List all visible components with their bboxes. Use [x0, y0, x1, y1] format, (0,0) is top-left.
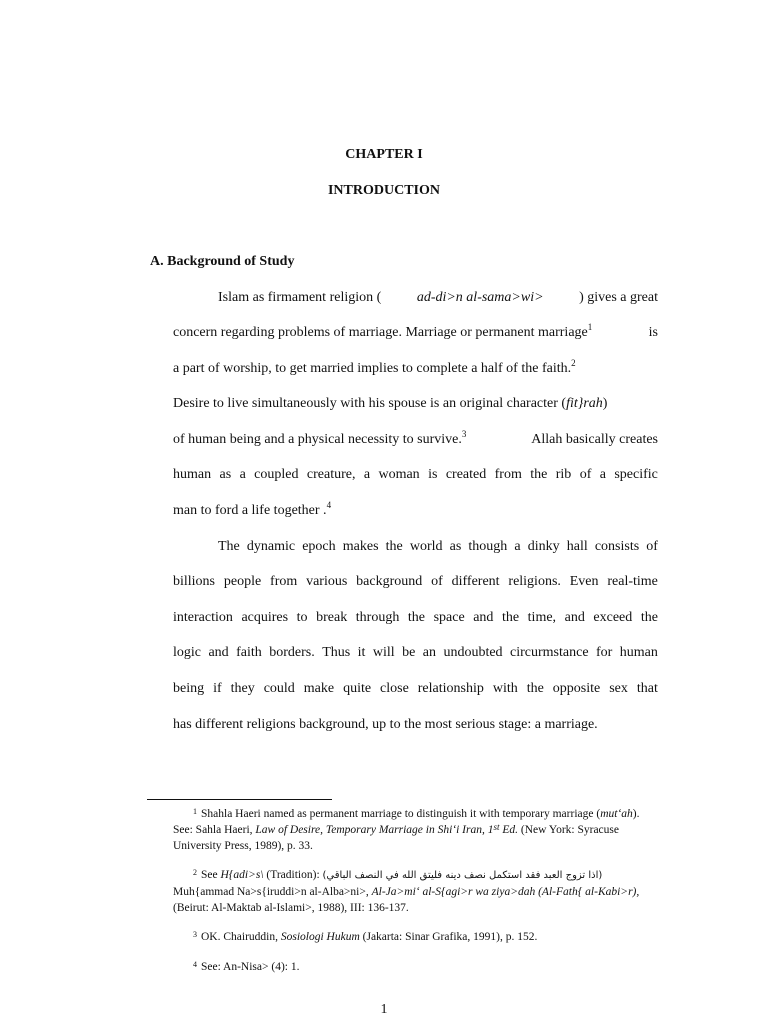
word: human — [173, 467, 212, 482]
word: being — [173, 681, 205, 696]
word: Even — [569, 574, 599, 589]
word: the — [526, 681, 544, 696]
word: the — [385, 539, 403, 554]
word: religions. — [508, 574, 561, 589]
word: though — [468, 539, 508, 554]
word: be — [402, 645, 416, 660]
word: quite — [343, 681, 372, 696]
word: a — [239, 467, 246, 482]
word: and — [473, 610, 494, 625]
word: the — [502, 610, 520, 625]
word: for — [595, 645, 613, 660]
footnote-1: $^1$ Shahla Haeri named as permanent marriage to distinguish it with temporary marriage (mut‘ah). See: Sahla Haeri, Law of Desire, Temporary Marriage in Shi‘i Iran, 1st Ed. (New York: Syracuse University Press, 1989), p. 33. — [173, 807, 640, 852]
word: Thus — [322, 645, 351, 660]
word: will — [372, 645, 395, 660]
paragraph-2-line-2 — [173, 574, 658, 590]
word: an — [422, 645, 436, 660]
paragraph-2-line-3 — [173, 610, 658, 626]
word: acquires — [241, 610, 289, 625]
word: a — [363, 467, 371, 482]
word: could — [263, 681, 295, 696]
paragraph-2-line-1 — [218, 539, 658, 555]
word: from — [270, 574, 298, 589]
word: space — [433, 610, 465, 625]
word: faith — [236, 645, 262, 660]
word: consists — [594, 539, 640, 554]
word: coupled — [254, 467, 299, 482]
word: a — [514, 539, 521, 554]
word: logic — [173, 645, 201, 660]
paragraph-1-line-5: of human being and a physical necessity to survive.$^3$ Allah basically creates — [173, 429, 658, 447]
word: of — [646, 539, 658, 554]
word: make — [303, 681, 335, 696]
word: dynamic — [246, 539, 296, 554]
word: creature, — [306, 467, 356, 482]
word: different — [451, 574, 500, 589]
chapter-label: CHAPTER I — [345, 147, 423, 162]
word: sex — [609, 681, 628, 696]
arabic-hadith-text: (اذا تزوج العبد فقد استكمل نصف دينه فليتق الله في النصف الباقي) — [322, 870, 603, 881]
word: dinky — [527, 539, 560, 554]
footnote-ref-3[interactable]: 3 — [461, 429, 467, 439]
footnote-2: $^2$ See H{adi>s\ (Tradition): (اذا تزوج العبد فقد استكمل نصف دينه فليتق الله في النصف الباقي) Muh{ammad Na>s{iruddi>n al-Alba>ni>, Al-Ja>mi‘ al-S{agi>r wa ziya>dah (Al-Fath{ al-Kabi>r), (Beirut: Al-Maktab al-Islami>, 1988), III: 136-137. — [173, 868, 640, 914]
word: of — [579, 467, 592, 482]
word: and — [564, 610, 585, 625]
word: the — [530, 467, 548, 482]
word: opposite — [552, 681, 601, 696]
word: from — [494, 467, 522, 482]
word: borders. — [269, 645, 315, 660]
paragraph-1-line-6 — [173, 467, 658, 483]
word: they — [230, 681, 255, 696]
word: rib — [555, 467, 572, 482]
word: and — [208, 645, 229, 660]
word: that — [636, 681, 658, 696]
word: as — [219, 467, 232, 482]
footnote-separator — [147, 799, 332, 800]
word: of — [431, 574, 443, 589]
word: makes — [342, 539, 379, 554]
paragraph-2-line-4 — [173, 645, 658, 661]
word: exceed — [593, 610, 633, 625]
word: with — [492, 681, 518, 696]
word: undoubted — [443, 645, 503, 660]
word: close — [380, 681, 409, 696]
word: various — [306, 574, 348, 589]
word: to — [296, 610, 308, 625]
word: people — [223, 574, 262, 589]
word: world — [409, 539, 443, 554]
paragraph-2-line-6: has different religions background, up to the most serious stage: a marriage. — [173, 717, 598, 732]
word: the — [640, 610, 658, 625]
word: break — [316, 610, 348, 625]
word: specific — [614, 467, 658, 482]
page-number: 1 — [380, 1002, 388, 1017]
word: interaction — [173, 610, 233, 625]
word: The — [218, 539, 240, 554]
chapter-title: INTRODUCTION — [327, 183, 440, 198]
word: through — [355, 610, 400, 625]
paragraph-2-line-5 — [173, 681, 658, 697]
paragraph-1-line-3: a part of worship, to get married implies to complete a half of the faith.$^2$ — [173, 358, 576, 376]
word: the — [407, 610, 425, 625]
footnote-ref-1[interactable]: 1 — [587, 322, 593, 332]
section-heading: A. Background of Study — [150, 254, 295, 269]
word: if — [213, 681, 222, 696]
word: billions — [173, 574, 216, 589]
word: a — [599, 467, 606, 482]
word: relationship — [417, 681, 484, 696]
word: real-time — [607, 574, 658, 589]
word: created — [445, 467, 487, 482]
footnote-3: $^3$ OK. Chairuddin, Sosiologi Hukum (Jakarta: Sinar Grafika, 1991), p. 152. — [193, 930, 538, 943]
footnote-4: $^4$ See: An-Nisa> (4): 1. — [193, 960, 300, 973]
paragraph-1-line-1: Islam as firmament religion ( ad-di>n al-sama>wi> ) gives a great — [218, 290, 658, 305]
word: circurmstance — [510, 645, 589, 660]
word: is — [428, 467, 438, 482]
word: woman — [378, 467, 420, 482]
word: human — [619, 645, 658, 660]
word: epoch — [302, 539, 336, 554]
word: it — [357, 645, 366, 660]
paragraph-1-line-2: concern regarding problems of marriage. Marriage or permanent marriage$^1$ is — [173, 322, 658, 340]
paragraph-1-line-7: man to ford a life together . $^4$ — [173, 500, 332, 518]
word: time, — [527, 610, 557, 625]
footnote-ref-4[interactable]: 4 — [326, 500, 332, 510]
word: hall — [566, 539, 588, 554]
paragraph-1-line-4: Desire to live simultaneously with his spouse is an original character (fit}rah) — [173, 396, 608, 411]
word: as — [449, 539, 462, 554]
word: background — [356, 574, 423, 589]
footnote-ref-2[interactable]: 2 — [571, 358, 576, 368]
